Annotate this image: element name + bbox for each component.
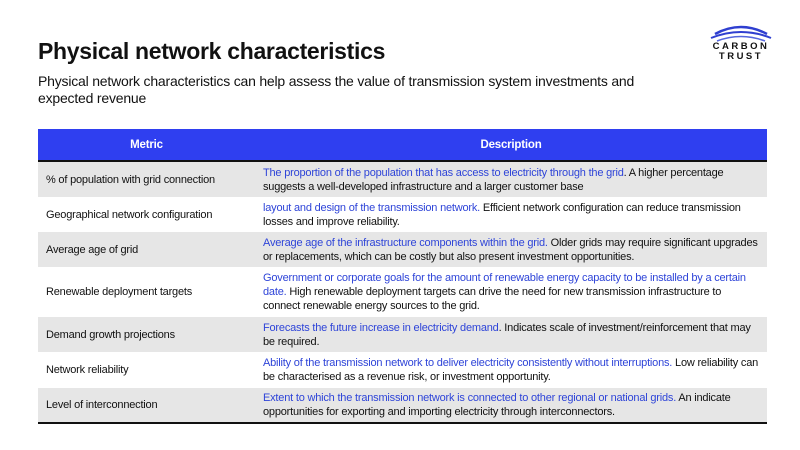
description-cell [255,161,767,197]
description-cell [255,197,767,232]
metrics-table [38,129,767,424]
metric-cell: % of population with grid connection [38,161,255,197]
page-subtitle: Physical network characteristics can help assess the value of transmission system investments and expected revenue [38,73,635,106]
header-description: Description [255,129,767,161]
description-text: High renewable deployment targets can drive the need for new transmission infrastructure to connect renewable energy sources to the grid. [263,286,722,312]
table-row [38,267,767,317]
table-row [38,352,767,388]
metric-cell: Renewable deployment targets [46,286,193,298]
description-highlight: Government or corporate goals for the amount of renewable energy capacity to be installed by a certain date. [263,272,746,298]
description-highlight: Forecasts the future increase in electricity demand [263,321,499,334]
metric-cell: Level of interconnection [38,388,255,423]
description-highlight: layout and design of the transmission network. [263,201,481,214]
metric-cell: Network reliability [46,364,129,376]
logo-text-trust: TRUST [718,51,764,62]
table-row [38,388,767,423]
logo-text-carbon: CARBON [712,41,770,52]
description-text: Older grids may require significant upgrades or replacements, which can be costly but also present investment opportunities. [263,236,758,263]
description-highlight: Extent to which the transmission network is connected to other regional or national grids. [263,392,677,404]
description-highlight: Ability of the transmission network to deliver electricity consistently without interruptions. [263,357,673,369]
description-text: An indicate opportunities for exporting and importing electricity through interconnectors. [263,392,731,418]
table-row [38,232,767,267]
description-highlight: Average age of the infrastructure components within the grid. [263,236,548,249]
metric-cell: Geographical network configuration [46,208,213,221]
header-metric: Metric [38,129,255,161]
metric-cell: Demand growth projections [38,317,255,352]
description-cell [255,267,767,317]
table-row [38,161,767,197]
description-cell [255,317,767,352]
carbon-trust-logo [706,24,776,62]
description-cell [255,352,767,388]
table-row [38,317,767,352]
description-cell [255,232,767,267]
metric-cell: Average age of grid [38,232,255,267]
description-text: Low reliability can be characterised as a revenue risk, or investment opportunity. [263,357,759,383]
logo-arcs-icon [709,24,773,42]
description-text: . A higher percentage suggests a well-developed infrastructure and a larger customer base [263,166,724,193]
table-row [38,197,767,232]
description-text: . Indicates scale of investment/reinforcement that may be required. [263,321,751,348]
page-title: Physical network characteristics [38,38,386,64]
description-cell [255,388,767,423]
description-highlight: The proportion of the population that has access to electricity through the grid [263,166,624,179]
description-text: Efficient network configuration can reduce transmission losses and improve reliability. [263,201,741,228]
